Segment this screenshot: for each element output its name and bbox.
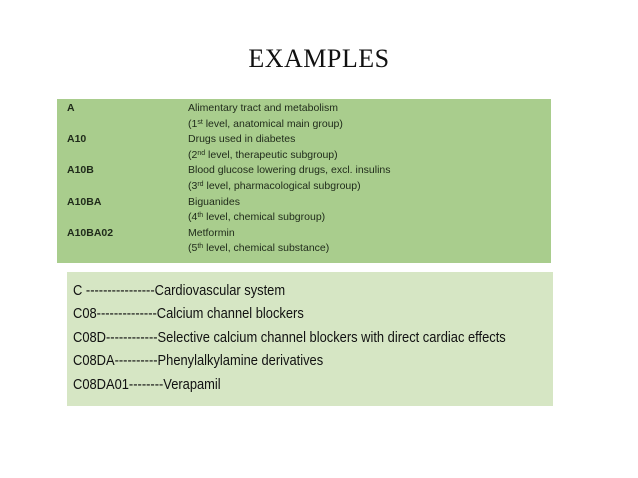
atc-row	[57, 118, 551, 134]
atc-row	[57, 227, 551, 243]
atc-row	[57, 211, 551, 227]
cardio-line: C ----------------Cardiovascular system	[73, 282, 286, 299]
cardio-line: C08DA01--------Verapamil	[73, 375, 221, 393]
cardio-line: C08D------------Selective calcium channel blockers with direct cardiac effects	[73, 328, 506, 346]
cardio-line: C08DA----------Phenylalkylamine derivatives	[73, 352, 324, 370]
atc-desc: Biguanides	[188, 195, 240, 208]
atc-level-note: (3rd level, pharmacological subgroup)	[188, 179, 361, 192]
atc-desc: Drugs used in diabetes	[188, 133, 296, 146]
slide-title: EXAMPLES	[248, 44, 390, 73]
atc-row	[57, 242, 551, 258]
atc-row	[57, 180, 551, 196]
atc-level-note: (2nd level, therapeutic subgroup)	[188, 148, 338, 161]
atc-code: A10B	[67, 164, 94, 177]
atc-desc: Alimentary tract and metabolism	[188, 102, 338, 114]
atc-code: A10BA	[67, 195, 102, 208]
atc-level-note: (5th level, chemical substance)	[188, 242, 330, 255]
atc-row	[57, 133, 551, 149]
atc-row	[57, 149, 551, 165]
atc-code: A10	[67, 133, 87, 146]
atc-desc: Blood glucose lowering drugs, excl. insulins	[188, 164, 391, 177]
atc-desc: Metformin	[188, 226, 235, 239]
atc-example-table	[57, 99, 551, 263]
atc-row	[57, 102, 551, 118]
atc-code: A10BA02	[67, 226, 114, 239]
atc-row	[57, 196, 551, 212]
atc-row	[57, 164, 551, 180]
atc-level-note: (1st level, anatomical main group)	[188, 117, 343, 130]
cardio-line: C08--------------Calcium channel blockers	[73, 305, 304, 323]
atc-level-note: (4th level, chemical subgroup)	[188, 211, 326, 224]
cardiovascular-example	[67, 272, 553, 406]
atc-code: A	[67, 102, 75, 114]
